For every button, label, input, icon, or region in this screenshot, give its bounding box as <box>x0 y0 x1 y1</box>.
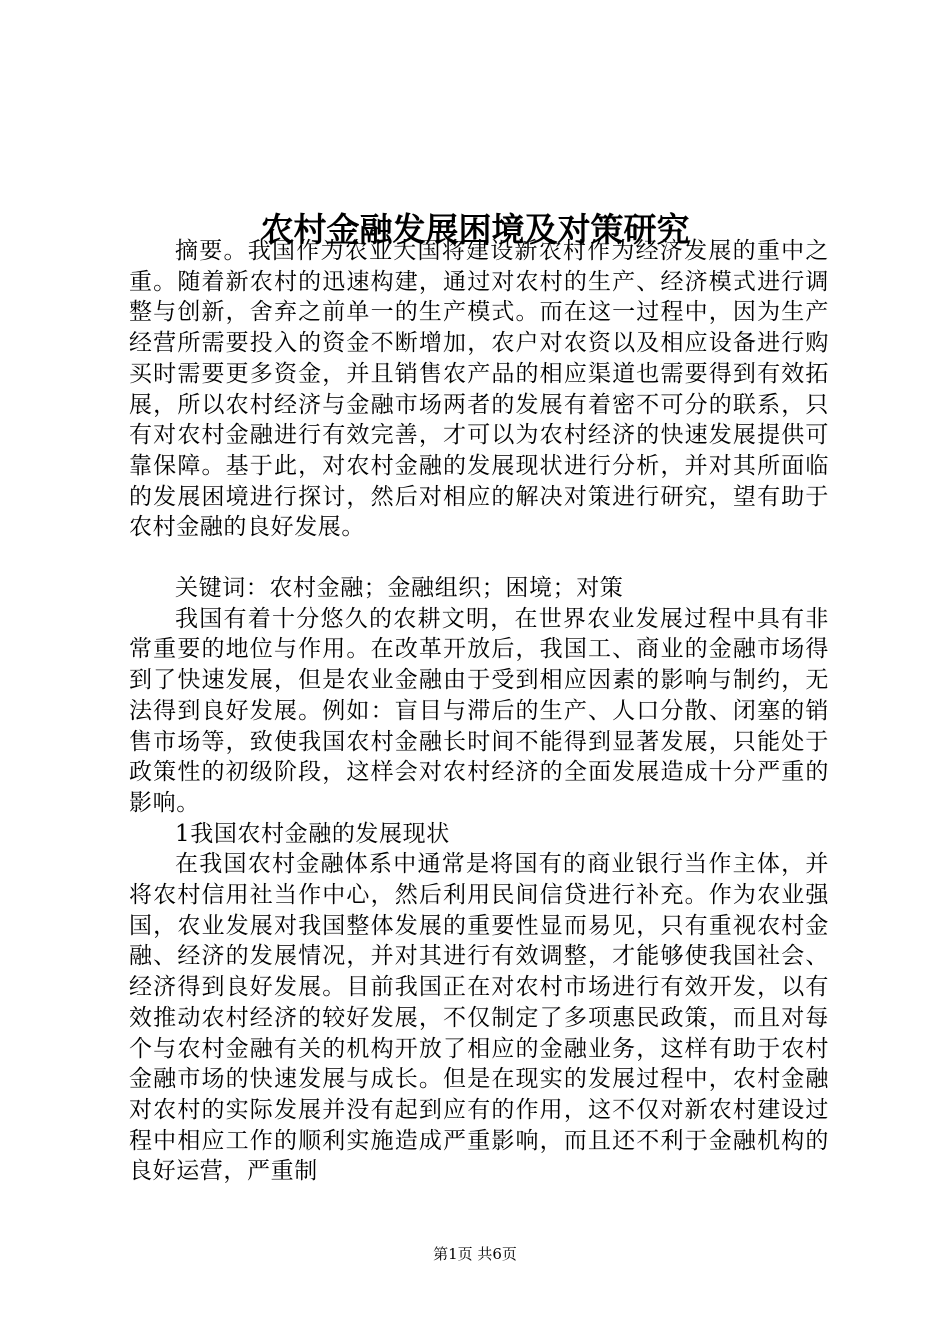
document-title: 农村金融发展困境及对策研究 <box>260 210 690 250</box>
page-footer: 第1页 共6页 <box>433 1245 517 1263</box>
abstract-paragraph: 摘要。我国作为农业大国将建设新农村作为经济发展的重中之重。随着新农村的迅速构建，通过对农村的生产、经济模式进行调整与创新，舍弃之前单一的生产模式。而在这一过程中，因为生产经营所需要投入的资金不断增加，农户对农资以及相应设备进行购买时需要更多资金，并且销售农产品的相应渠道也需要得到有效拓展，所以农村经济与金融市场两者的发展有着密不可分的联系，只有对农村金融进行有效完善，才可以为农村经济的快速发展提供可靠保障。基于此，对农村金融的发展现状进行分析，并对其所面临的发展困境进行探讨，然后对相应的解决对策进行研究，望有助于农村金融的良好发展。 <box>129 238 829 541</box>
section-heading: 1我国农村金融的发展现状 <box>175 820 450 847</box>
keywords-paragraph: 关键词：农村金融；金融组织；困境；对策 <box>175 575 624 602</box>
document-body <box>129 236 829 1187</box>
intro-paragraph: 我国有着十分悠久的农耕文明，在世界农业发展过程中具有非常重要的地位与作用。在改革开放后，我国工、商业的金融市场得到了快速发展，但是农业金融由于受到相应因素的影响与制约，无法得到良好发展。例如：盲目与滞后的生产、人口分散、闭塞的销售市场等，致使我国农村金融长时间不能得到显著发展，只能处于政策性的初级阶段，这样会对农村经济的全面发展造成十分严重的影响。 <box>129 605 829 816</box>
section-paragraph: 在我国农村金融体系中通常是将国有的商业银行当作主体，并将农村信用社当作中心，然后利用民间信贷进行补充。作为农业强国，农业发展对我国整体发展的重要性显而易见，只有重视农村金融、经济的发展情况，并对其进行有效调整，才能够使我国社会、经济得到良好发展。目前我国正在对农村市场进行有效开发，以有效推动农村经济的较好发展，不仅制定了多项惠民政策，而且对每个与农村金融有关的机构开放了相应的金融业务，这样有助于农村金融市场的快速发展与成长。但是在现实的发展过程中，农村金融对农村的实际发展并没有起到应有的作用，这不仅对新农村建设过程中相应工作的顺利实施造成严重影响，而且还不利于金融机构的良好运营，严重制 <box>129 851 829 1185</box>
